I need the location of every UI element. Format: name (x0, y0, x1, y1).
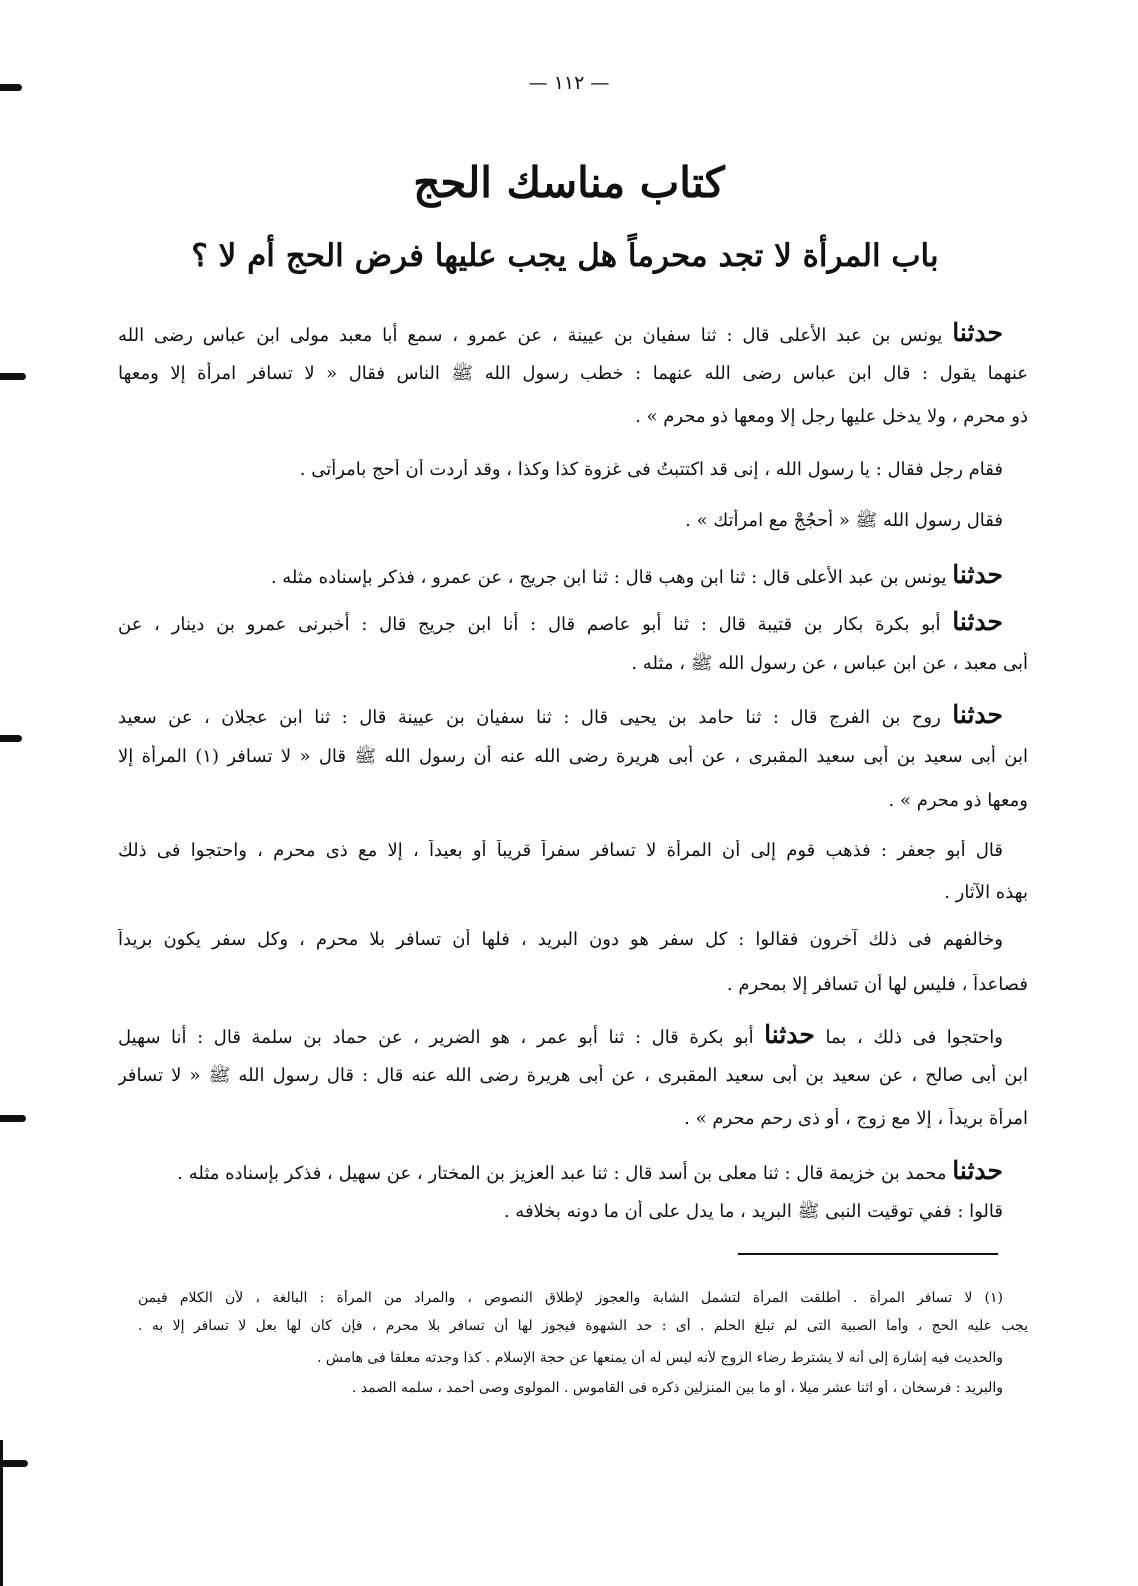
margin-mark (0, 1115, 26, 1122)
text-line: حدثنا يونس بن عبد الأعلى قال : ثنا سفيان بن عيينة ، عن عمرو ، سمع أبا معبد مولى ابن عباس رضى الله (118, 318, 1003, 347)
text-line: ابن أبى صالح ، عن سعيد بن أبى سعيد المقبرى ، عن أبى هريرة رضى الله عنه قال : قال رسول الله ﷺ « لا تسافر (118, 1065, 1028, 1086)
text-line: فصاعداً ، فليس لها أن تسافر إلا بمحرم . (726, 974, 1028, 995)
footnote-divider (738, 1253, 998, 1255)
margin-mark (0, 735, 22, 742)
text-line: فقال رسول الله ﷺ « أحجُجْ مع امرأتك » . (685, 510, 1003, 531)
text-line: فقام رجل فقال : يا رسول الله ، إنى قد اكتتبتُ فى غزوة كذا وكذا ، وقد أردت أن أحج بامرأتى . (299, 459, 1003, 480)
footnote-line: والبريد : فرسخان ، أو اثنا عشر ميلا ، أو ما بين المنزلين ذكره فى القاموس . المولوى وصى أحمد ، سلمه الصمد . (351, 1380, 1003, 1396)
text-line: حدثنا روح بن الفرج قال : ثنا حامد بن يحيى قال : ثنا سفيان بن عيينة قال : ثنا ابن عجلان ، عن سعيد (118, 700, 1003, 729)
text-line: وخالفهم فى ذلك آخرون فقالوا : كل سفر هو دون البريد ، فلها أن تسافر بلا محرم ، وكل سفر يكون بريداً (118, 929, 1003, 950)
text-line: حدثنا محمد بن خزيمة قال : ثنا معلى بن أسد قال : ثنا عبد العزيز بن المختار ، عن سهيل ، فذكر بإسناده مثله . (177, 1156, 1003, 1185)
text-line: بهذه الآثار . (944, 882, 1028, 903)
page-number: — ١١٢ — (528, 72, 610, 94)
keyword-haddathana: حدثنا (952, 700, 1003, 729)
margin-mark (0, 373, 26, 380)
margin-mark (0, 1460, 28, 1467)
text-line: قالوا : ففي توقيت النبى ﷺ البريد ، ما يدل على أن ما دونه بخلافه . (503, 1201, 1003, 1222)
footnote-line: والحديث فيه إشارة إلى أنه لا يشترط رضاء الزوج لأنه ليس له أن يمنعها عن حجة الإسلام . كذا وجدته معلقا فى هامش . (316, 1350, 1003, 1366)
text-line: واحتجوا فى ذلك ، بما حدثنا أبو بكرة قال : ثنا أبو عمر ، هو الضرير ، عن حماد بن سلمة قال : أنا سهيل (118, 1020, 1003, 1049)
text-line: حدثنا أبو بكرة بكار بن قتيبة قال : ثنا أبو عاصم قال : أنا ابن جريج قال : أخبرنى عمرو بن دينار ، عن (118, 607, 1003, 636)
keyword-haddathana: حدثنا (952, 1156, 1003, 1185)
text-line: حدثنا يونس بن عبد الأعلى قال : ثنا ابن وهب قال : ثنا ابن جريج ، عن عمرو ، فذكر بإسناده مثله . (270, 560, 1003, 589)
keyword-haddathana: حدثنا (952, 560, 1003, 589)
text-line: أبى معبد ، عن ابن عباس ، عن رسول الله ﷺ ، مثله . (631, 653, 1028, 674)
footnote-line: يجب عليه الحج ، وأما الصبية التى لم تبلغ الحلم . أى : حد الشهوة فيجوز لها أن تسافر بلا محرم ، فإن كان لها بعل لا تسافر إلا به . (138, 1318, 1028, 1334)
book-title: كتاب مناسك الحج (413, 158, 725, 207)
text-line: ذو محرم ، ولا يدخل عليها رجل إلا ومعها ذو محرم » . (635, 406, 1028, 427)
text-line: قال أبو جعفر : فذهب قوم إلى أن المرأة لا تسافر سفراً قريباً أو بعيداً ، إلا مع ذى محرم ، واحتجوا فى ذلك (118, 840, 1003, 861)
chapter-title: باب المرأة لا تجد محرماً هل يجب عليها فرض الحج أم لا ؟ (191, 238, 939, 274)
text-line: عنهما يقول : قال ابن عباس رضى الله عنهما : خطب رسول الله ﷺ الناس فقال « لا تسافر امرأة إلا ومعها (118, 363, 1028, 384)
page-edge (0, 1440, 3, 1586)
keyword-haddathana: حدثنا (764, 1020, 815, 1049)
text-line: ابن أبى سعيد بن أبى سعيد المقبرى ، عن أبى هريرة رضى الله عنه أن رسول الله ﷺ قال « لا تسافر (١) المرأة إلا (118, 746, 1028, 767)
text-line: ومعها ذو محرم » . (888, 790, 1028, 811)
keyword-haddathana: حدثنا (952, 318, 1003, 347)
text-line: امرأة بريداً ، إلا مع زوج ، أو ذى رحم محرم » . (684, 1108, 1028, 1129)
footnote-line: (١) لا تسافر المرأة . أطلقت المرأة لتشمل الشابة والعجوز لإطلاق النصوص ، والمراد من المرأة : البالغة ، لأن الكلام فيمن (138, 1290, 1003, 1306)
keyword-haddathana: حدثنا (952, 607, 1003, 636)
